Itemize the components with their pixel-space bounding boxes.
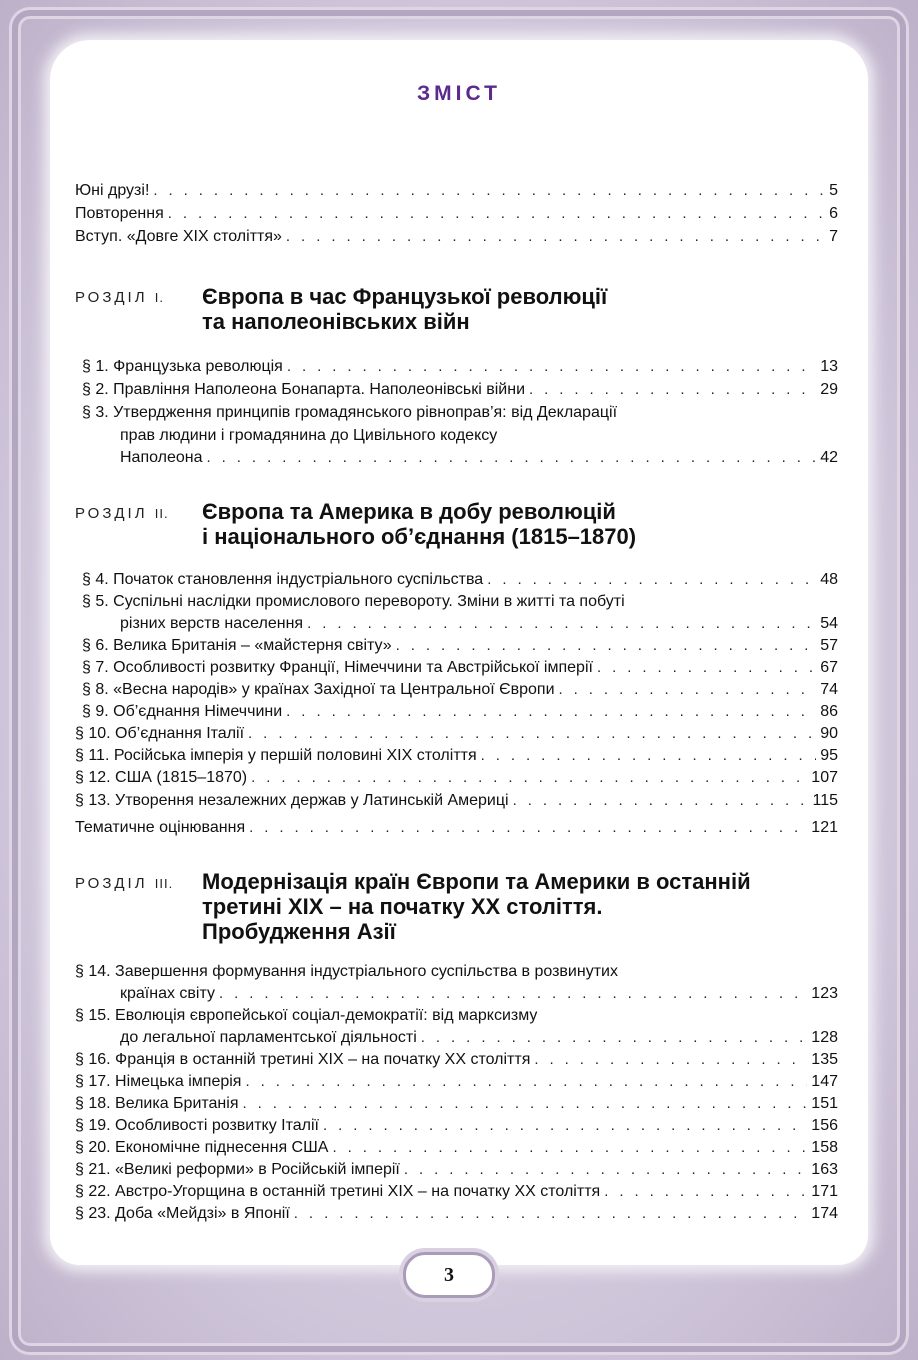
toc-entry[interactable]: § 1. Французька революція . . . 13 [82,357,838,377]
toc-entry[interactable]: § 4. Початок становлення індустріального суспільства . . . 48 [82,570,838,590]
toc-entry-line: прав людини і громадянина до Цивільного кодексу [120,427,498,444]
toc-entry[interactable]: § 23. Доба «Мейдзі» в Японії . . . 174 [75,1204,838,1224]
toc-entry[interactable]: Юні друзі! . . . 5 [75,181,838,201]
toc-entry[interactable]: Наполеона . . . 42 [120,448,838,468]
page-number-badge: 3 [403,1252,495,1298]
toc-entry-line[interactable]: § 3. Утвердження принципів громадянського рівноправ’я: від Декларації [82,404,618,421]
page-title: ЗМІСТ [417,82,501,105]
toc-entry-assessment[interactable]: Тематичне оцінювання . . . 121 [75,818,838,838]
toc-entry[interactable]: § 11. Російська імперія у першій половині ХІХ століття . . . 95 [75,746,838,766]
section-label: РОЗДІЛ I. [75,289,164,306]
toc-entry[interactable]: § 19. Особливості розвитку Італії . . . 156 [75,1116,838,1136]
toc-entry-line[interactable]: § 15. Еволюція європейської соціал-демократії: від марксизму [75,1007,538,1024]
toc-entry[interactable]: § 7. Особливості розвитку Франції, Німеччини та Австрійської імперії . . . 67 [82,658,838,678]
section-title: Європа та Америка в добу революцій і національного об’єднання (1815–1870) [202,499,637,549]
toc-entry-line[interactable]: § 5. Суспільні наслідки промислового перевороту. Зміни в житті та побуті [82,593,625,610]
section-label: РОЗДІЛ III. [75,875,174,892]
toc-entry-line[interactable]: § 14. Завершення формування індустріального суспільства в розвинутих [75,963,618,980]
toc-entry[interactable]: § 12. США (1815–1870) . . . 107 [75,768,838,788]
toc-entry[interactable]: до легальної парламентської діяльності . . . 128 [120,1028,838,1048]
toc-entry[interactable]: § 16. Франція в останній третині ХІХ – на початку ХХ століття . . . 135 [75,1050,838,1070]
toc-entry[interactable]: Вступ. «Довге ХІХ століття» . . . 7 [75,227,838,247]
toc-entry[interactable]: § 8. «Весна народів» у країнах Західної та Центральної Європи . . . 74 [82,680,838,700]
toc-entry[interactable]: § 10. Об’єднання Італії . . . 90 [75,724,838,744]
toc-entry[interactable]: § 21. «Великі реформи» в Російській імперії . . . 163 [75,1160,838,1180]
toc-entry[interactable]: § 22. Австро-Угорщина в останній третині ХІХ – на початку ХХ століття . . . 171 [75,1182,838,1202]
toc-entry[interactable]: § 13. Утворення незалежних держав у Латинській Америці . . . 115 [75,791,838,811]
section-title: Європа в час Французької революції та наполеонівських війн [202,284,608,334]
section-label: РОЗДІЛ II. [75,505,169,522]
toc-entry[interactable]: країнах світу . . . 123 [120,984,838,1004]
section-title: Модернізація країн Європи та Америки в останній третині ХІХ – на початку ХХ століття. Пробудження Азії [202,869,751,944]
toc-entry[interactable]: § 20. Економічне піднесення США . . . 158 [75,1138,838,1158]
toc-entry[interactable]: § 18. Велика Британія . . . 151 [75,1094,838,1114]
toc-entry[interactable]: § 9. Об’єднання Німеччини . . . 86 [82,702,838,722]
toc-entry[interactable]: § 17. Німецька імперія . . . 147 [75,1072,838,1092]
toc-entry[interactable]: різних верств населення . . . 54 [120,614,838,634]
toc-entry[interactable]: § 6. Велика Британія – «майстерня світу» . . . 57 [82,636,838,656]
toc-entry[interactable]: § 2. Правління Наполеона Бонапарта. Наполеонівські війни . . . 29 [82,380,838,400]
toc-entry[interactable]: Повторення . . . 6 [75,204,838,224]
